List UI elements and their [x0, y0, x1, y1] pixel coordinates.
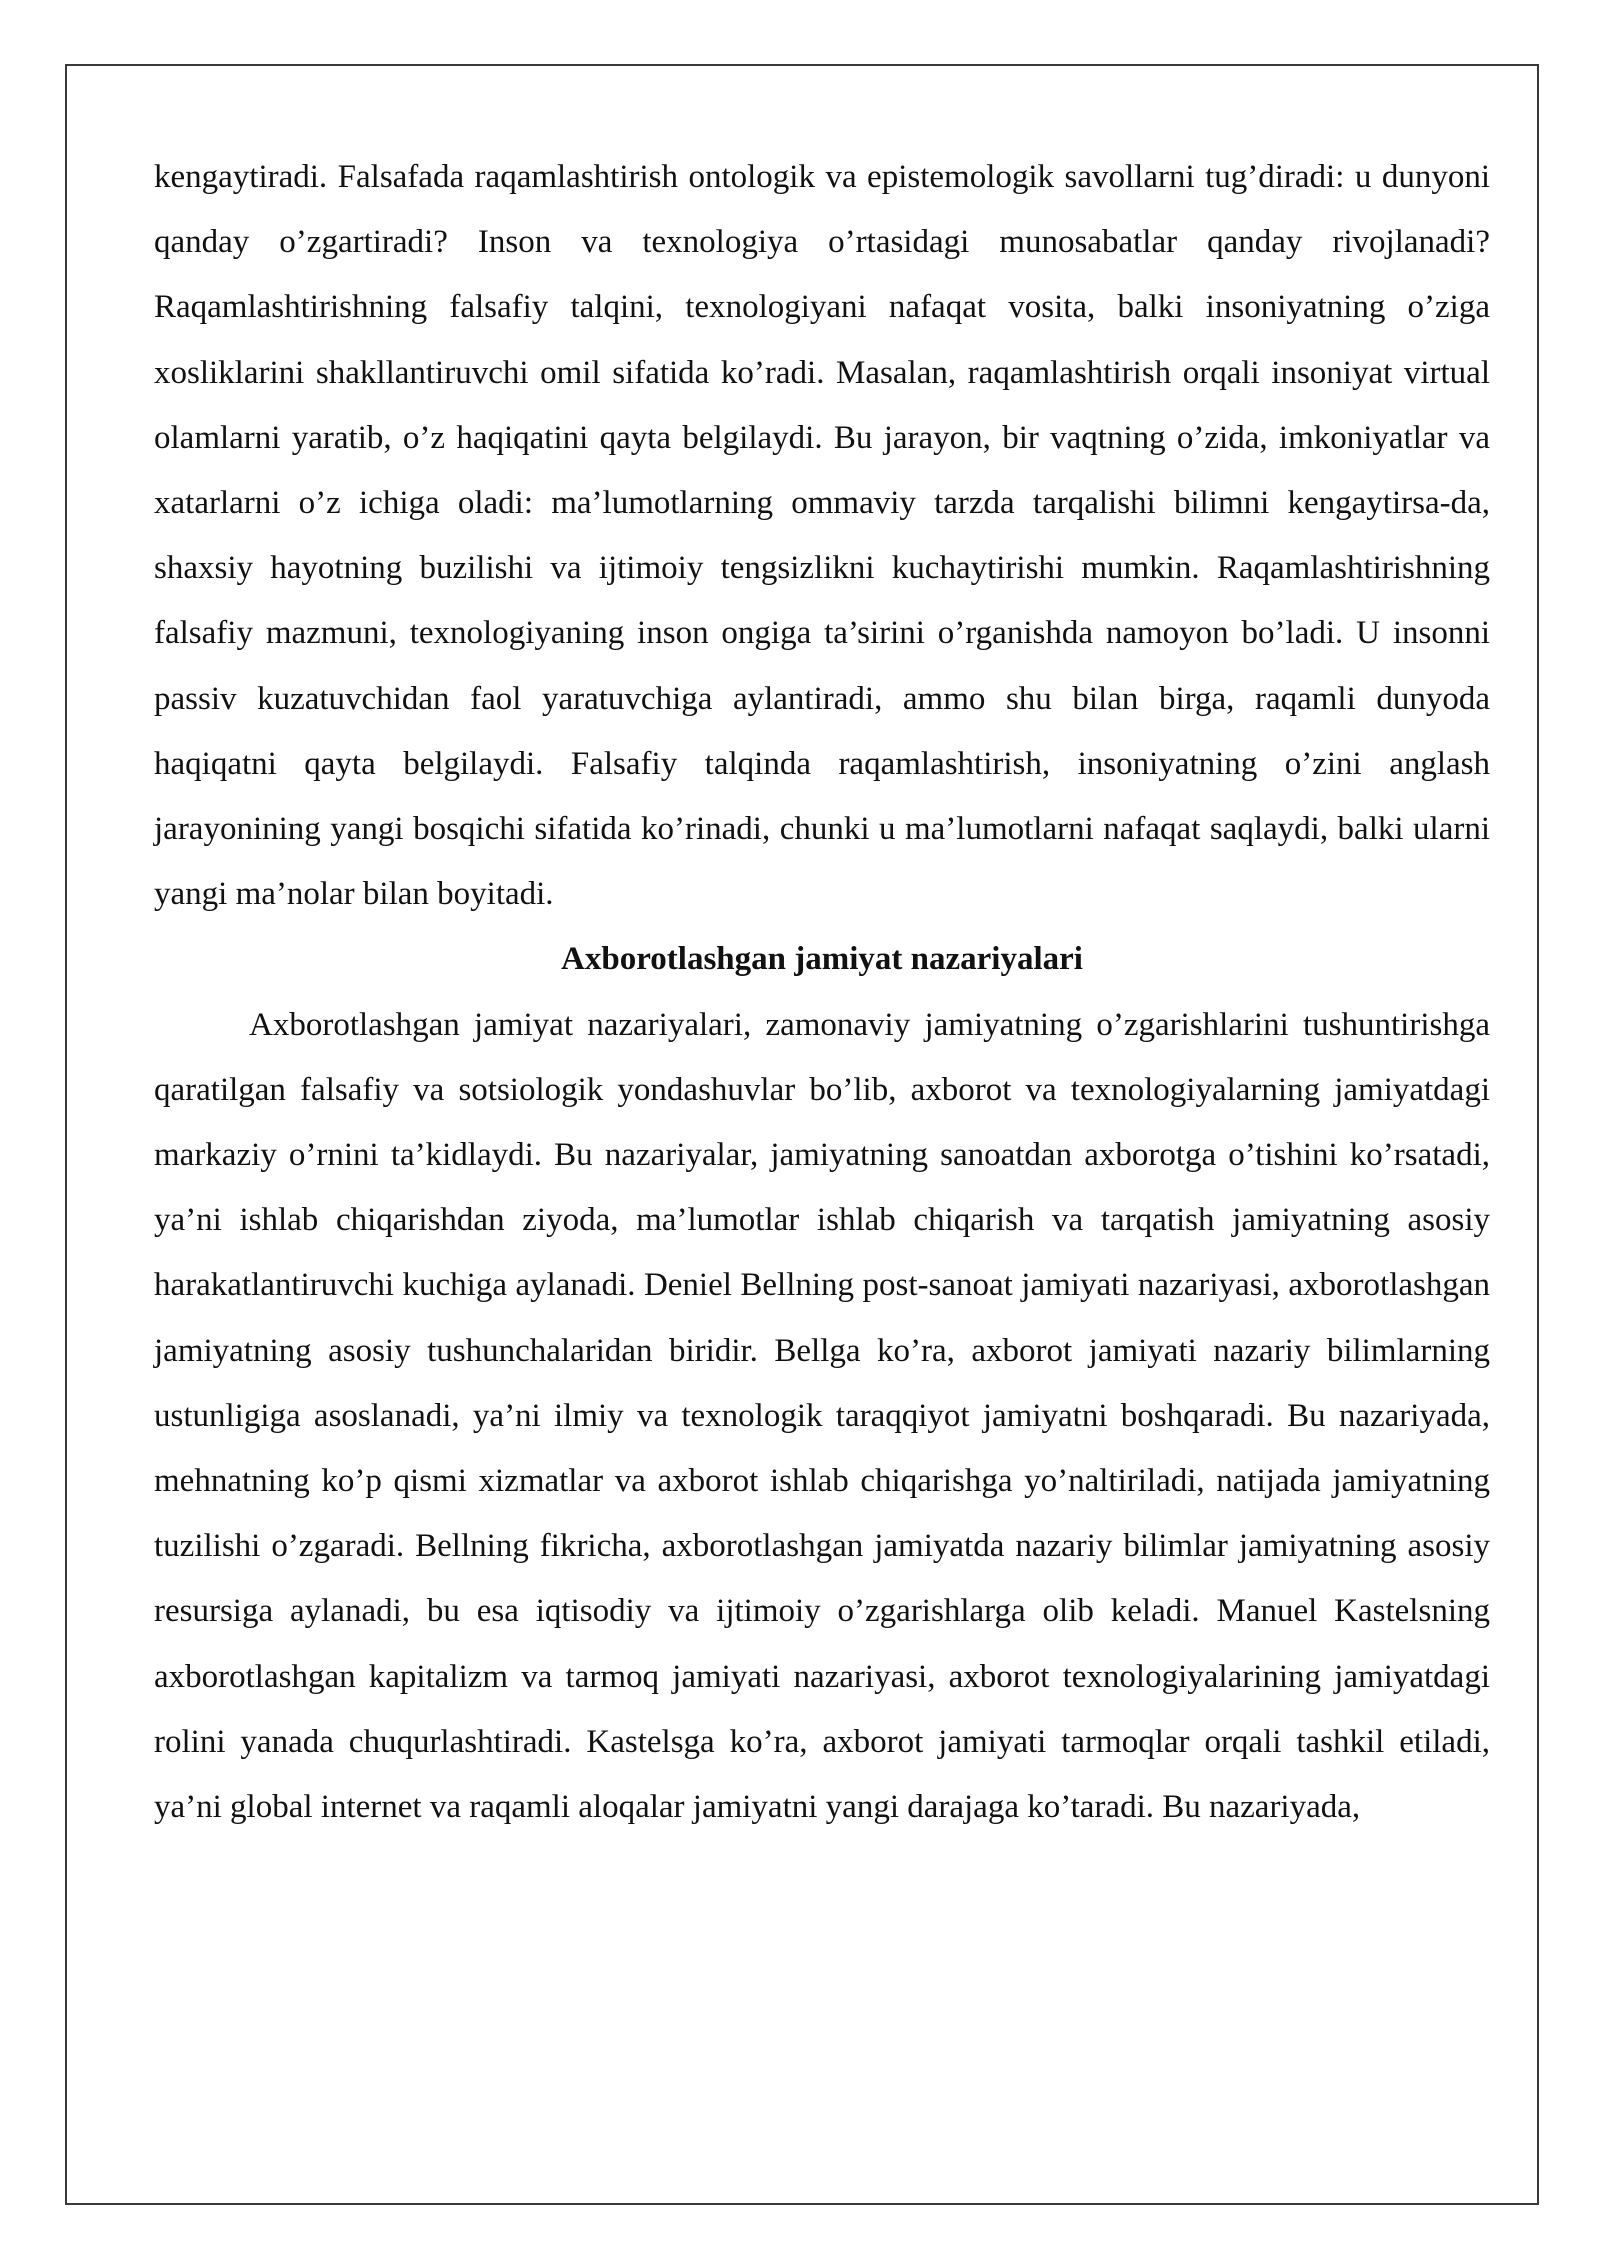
- document-body: [154, 145, 1490, 1840]
- body-paragraph: Axborotlashgan jamiyat nazariyalari, zamonaviy jamiyatning o’zgarishlarini tushuntirishga qaratilgan falsafiy va sotsiologik yondashuvlar bo’lib, axborot va texnologiyalarning jamiyatdagi markaziy o’rnini ta’kidlaydi. Bu nazariyalar, jamiyatning sanoatdan axborotga o’tishini ko’rsatadi, ya’ni ishlab chiqarishdan ziyoda, ma’lumotlar ishlab chiqarish va tarqatish jamiyatning asosiy harakatlantiruvchi kuchiga aylanadi. Deniel Bellning post-sanoat jamiyati nazariyasi, axborotlashgan jamiyatning asosiy tushunchalaridan biridir. Bellga ko’ra, axborot jamiyati nazariy bilimlarning ustunligiga asoslanadi, ya’ni ilmiy va texnologik taraqqiyot jamiyatni boshqaradi. Bu nazariyada, mehnatning ko’p qismi xizmatlar va axborot ishlab chiqarishga yo’naltiriladi, natijada jamiyatning tuzilishi o’zgaradi. Bellning fikricha, axborotlashgan jamiyatda nazariy bilimlar jamiyatning asosiy resursiga aylanadi, bu esa iqtisodiy va ijtimoiy o’zgarishlarga olib keladi. Manuel Kastelsning axborotlashgan kapitalizm va tarmoq jamiyati nazariyasi, axborot texnologiyalarining jamiyatdagi rolini yanada chuqurlashtiradi. Kastelsga ko’ra, axborot jamiyati tarmoqlar orqali tashkil etiladi, ya’ni global internet va raqamli aloqalar jamiyatni yangi darajaga ko’taradi. Bu nazariyada,: [154, 1006, 1490, 1826]
- section-heading: Axborotlashgan jamiyat nazariyalari: [561, 941, 1083, 978]
- body-paragraph: kengaytiradi. Falsafada raqamlashtirish ontologik va epistemologik savollarni tug’diradi: u dunyoni qanday o’zgartiradi? Inson va texnologiya o’rtasidagi munosabatlar qanday rivojlanadi? Raqamlashtirishning falsafiy talqini, texnologiyani nafaqat vosita, balki insoniyatning o’ziga xosliklarini shakllantiruvchi omil sifatida ko’radi. Masalan, raqamlashtirish orqali insoniyat virtual olamlarni yaratib, o’z haqiqatini qayta belgilaydi. Bu jarayon, bir vaqtning o’zida, imkoniyatlar va xatarlarni o’z ichiga oladi: ma’lumotlarning ommaviy tarzda tarqalishi bilimni kengaytirsa-da, shaxsiy hayotning buzilishi va ijtimoiy tengsizlikni kuchaytirishi mumkin. Raqamlashtirishning falsafiy mazmuni, texnologiyaning inson ongiga ta’sirini o’rganishda namoyon bo’ladi. U insonni passiv kuzatuvchidan faol yaratuvchiga aylantiradi, ammo shu bilan birga, raqamli dunyoda haqiqatni qayta belgilaydi. Falsafiy talqinda raqamlashtirish, insoniyatning o’zini anglash jarayonining yangi bosqichi sifatida ko’rinadi, chunki u ma’lumotlarni nafaqat saqlaydi, balki ularni yangi ma’nolar bilan boyitadi.: [154, 159, 1490, 913]
